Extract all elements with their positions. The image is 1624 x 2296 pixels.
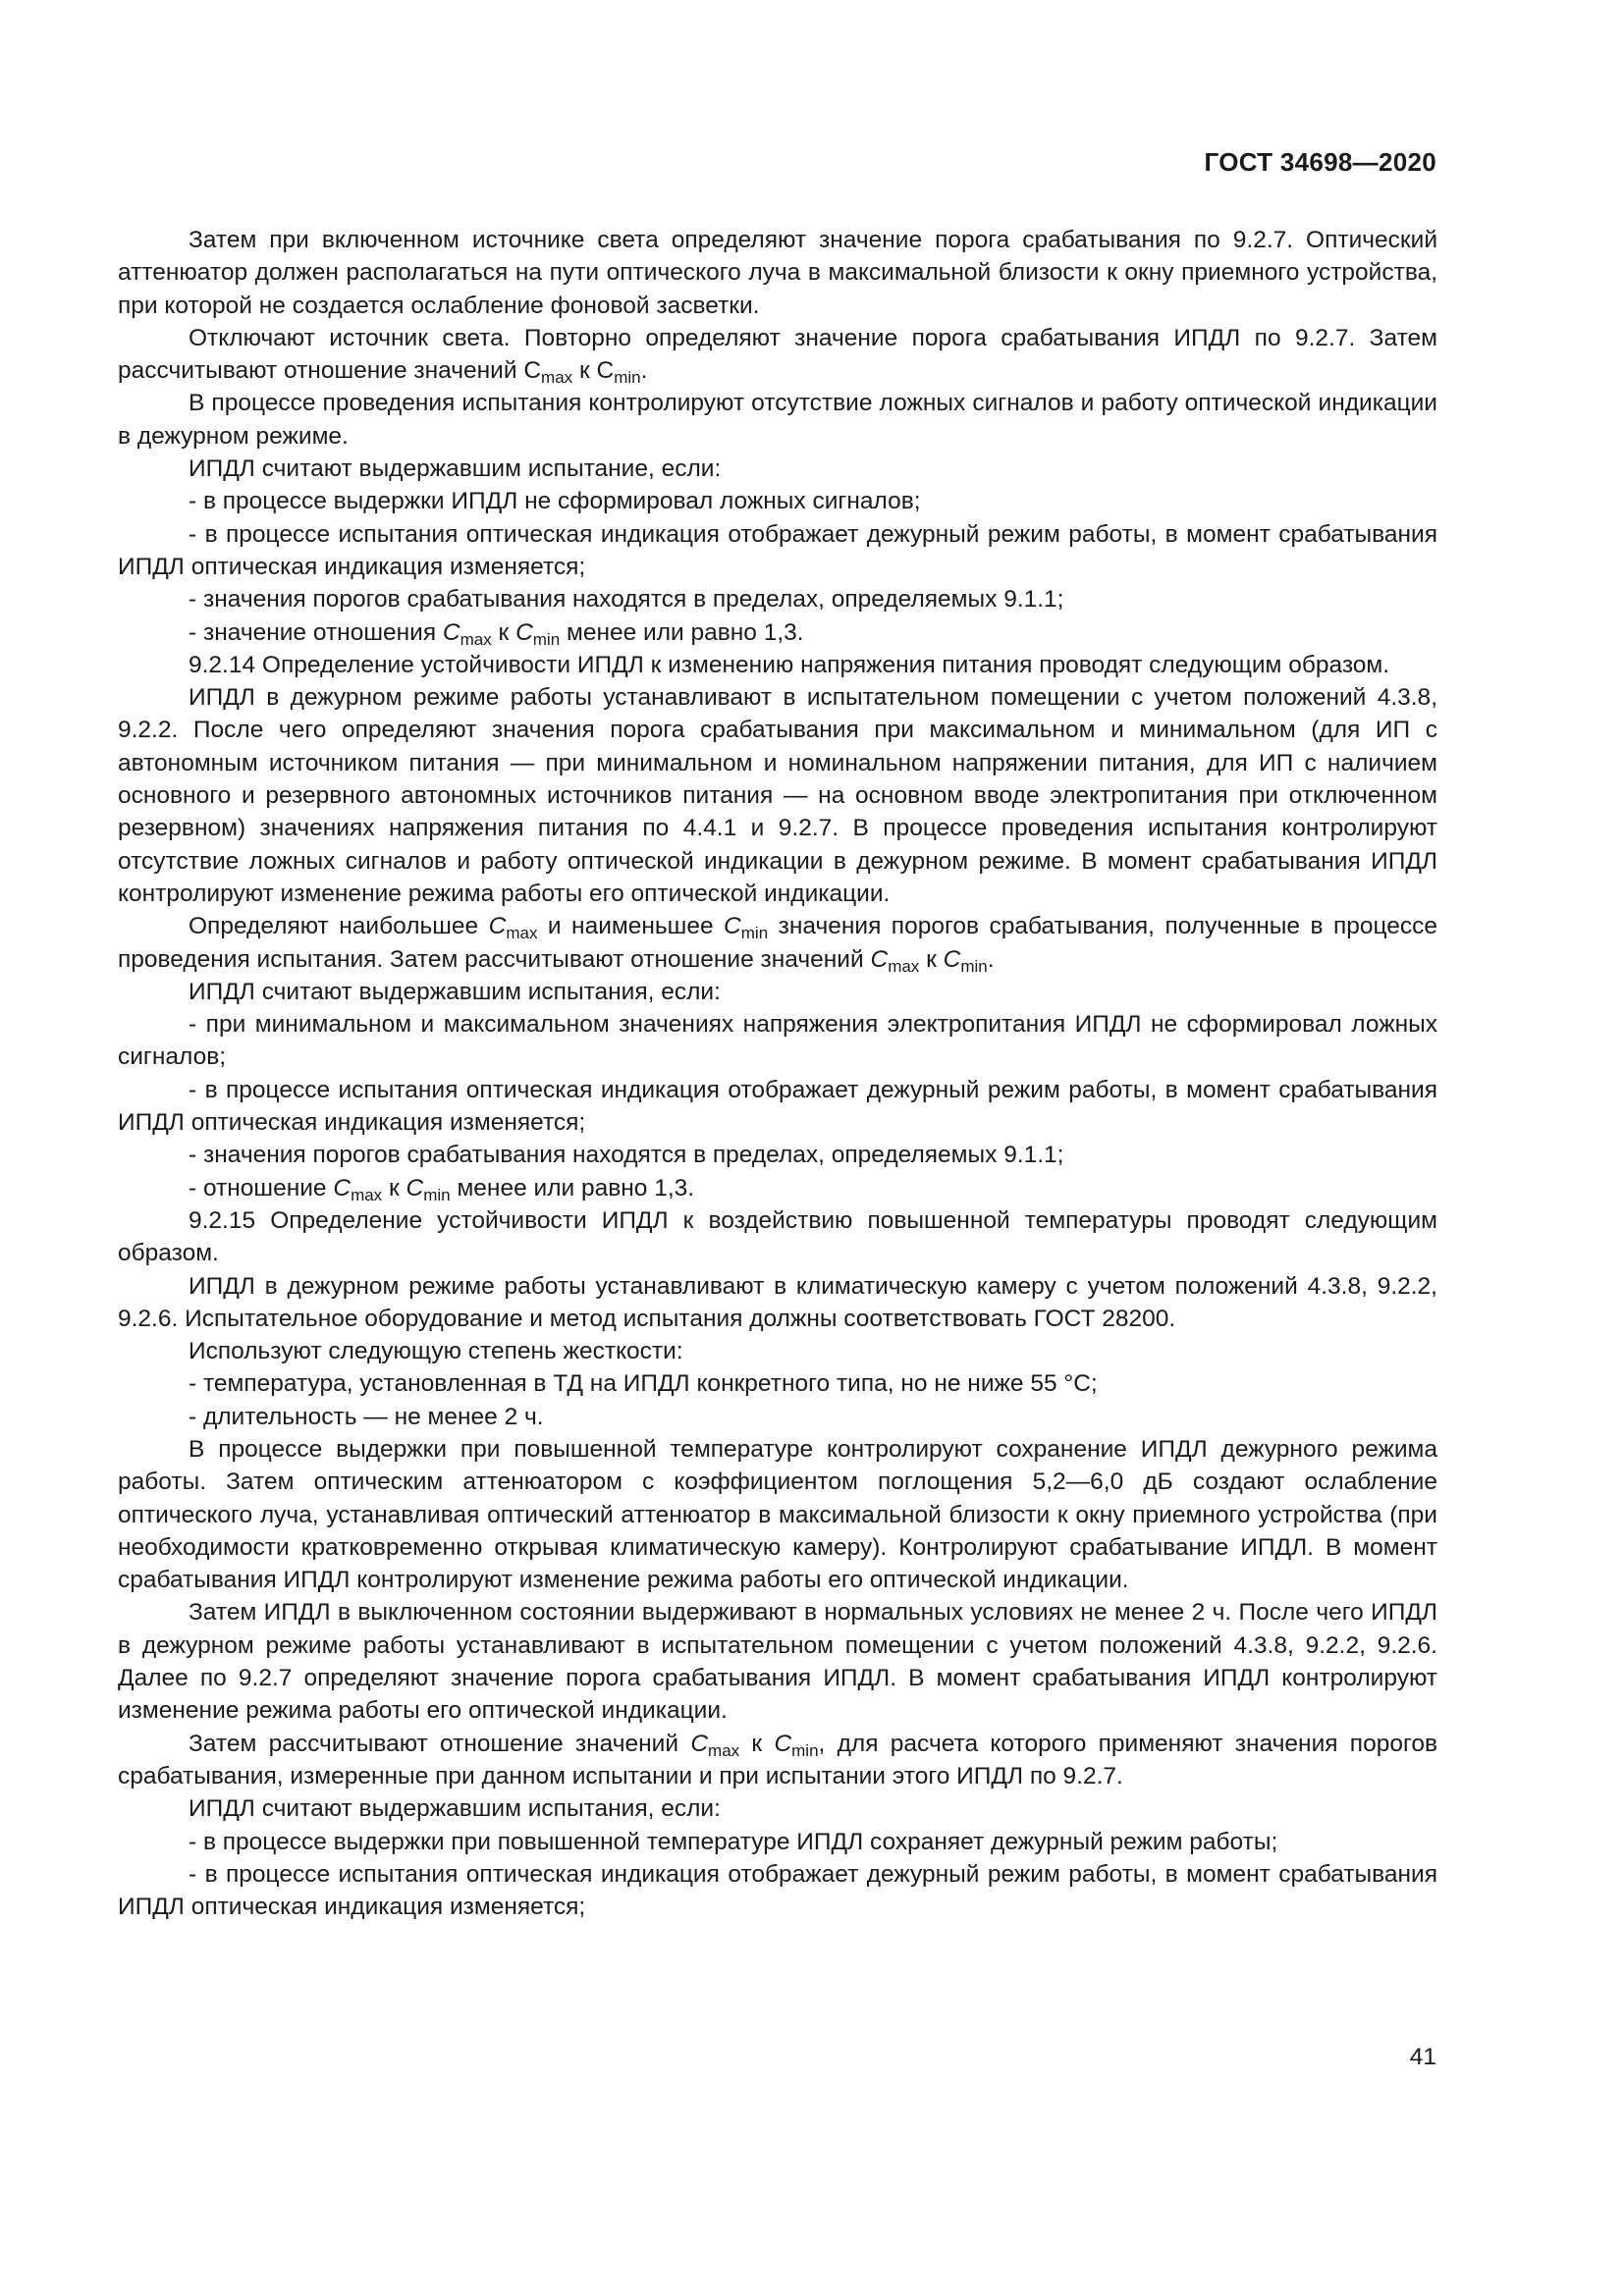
paragraph: В процессе выдержки при повышенной температуре контролируют сохранение ИПДЛ дежурного режима работы. Затем оптическим аттенюатором с коэффициентом поглощения 5,2—6,0 дБ создают ослабление оптического луча, устанавливая оптический аттенюатор в максимальной близости к окну приемного устройства (при необходимости кратковременно открывая климатическую камеру). Контролируют срабатывание ИПДЛ. В момент срабатывания ИПДЛ контролируют изменение режима работы его оптической индикации. xyxy=(118,1435,1437,1594)
page-number: 41 xyxy=(1409,2044,1436,2070)
paragraph: В процессе проведения испытания контролируют отсутствие ложных сигналов и работу оптической индикации в дежурном режиме. xyxy=(118,390,1437,450)
document-body xyxy=(118,224,1437,1923)
paragraph: ИПДЛ в дежурном режиме работы устанавливают в испытательном помещении с учетом положений 4.3.8, 9.2.2. После чего определяют значения порога срабатывания при максимальном и минимальном (для ИП с автономным источником питания — при минимальном и номинальном напряжении питания, для ИП с наличием основного и резервного автономных источников питания — на основном вводе электропитания при отключенном резервном) значениях напряжения питания по 4.4.1 и 9.2.7. В процессе проведения испытания контролируют отсутствие ложных сигналов и работу оптической индикации в дежурном режиме. В момент срабатывания ИПДЛ контролируют изменение режима работы его оптической индикации. xyxy=(118,684,1437,907)
list-item: - в процессе испытания оптическая индикация отображает дежурный режим работы, в момент срабатывания ИПДЛ оптическая индикация изменяется; xyxy=(118,1076,1437,1137)
paragraph: 9.2.15 Определение устойчивости ИПДЛ к воздействию повышенной температуры проводят следующим образом. xyxy=(118,1206,1437,1267)
list-item: - в процессе выдержки при повышенной температуре ИПДЛ сохраняет дежурный режим работы; xyxy=(189,1828,1278,1855)
list-item: - в процессе испытания оптическая индикация отображает дежурный режим работы, в момент срабатывания ИПДЛ оптическая индикация изменяется; xyxy=(118,520,1437,580)
paragraph: ИПДЛ в дежурном режиме работы устанавливают в климатическую камеру с учетом положений 4.3.8, 9.2.2, 9.2.6. Испытательное оборудование и метод испытания должны соответствовать ГОСТ 28200. xyxy=(118,1272,1437,1332)
list-item: - значения порогов срабатывания находятся в пределах, определяемых 9.1.1; xyxy=(189,1142,1064,1169)
paragraph: 9.2.14 Определение устойчивости ИПДЛ к изменению напряжения питания проводят следующим образом. xyxy=(189,651,1390,678)
list-item: - в процессе испытания оптическая индикация отображает дежурный режим работы, в момент срабатывания ИПДЛ оптическая индикация изменяется; xyxy=(118,1860,1437,1921)
paragraph: ИПДЛ считают выдержавшим испытания, если: xyxy=(189,1795,721,1823)
list-item: - при минимальном и максимальном значениях напряжения электропитания ИПДЛ не сформировал ложных сигналов; xyxy=(118,1011,1437,1071)
paragraph: Затем ИПДЛ в выключенном состоянии выдерживают в нормальных условиях не менее 2 ч. После чего ИПДЛ в дежурном режиме работы устанавливают в испытательном помещении с учетом положений 4.3.8, 9.2.2, 9.2.6. Далее по 9.2.7 определяют значение порога срабатывания ИПДЛ. В момент срабатывания ИПДЛ контролируют изменение режима работы его оптической индикации. xyxy=(118,1599,1437,1725)
list-item: - значения порогов срабатывания находятся в пределах, определяемых 9.1.1; xyxy=(189,586,1064,614)
paragraph: ИПДЛ считают выдержавшим испытание, если: xyxy=(189,455,722,483)
paragraph: Используют следующую степень жесткости: xyxy=(189,1338,683,1365)
paragraph: Затем при включенном источнике света определяют значение порога срабатывания по 9.2.7. Оптический аттенюатор должен располагаться на пути оптического луча в максимальной близости к окну приемного устройства, при которой не создается ослабление фоновой засветки. xyxy=(118,227,1437,319)
paragraph: Определяют наибольшее $C_{max}$ и наименьшее $C_{min}$ значения порогов срабатывания, полученные в процессе проведения испытания. Затем рассчитывают отношение значений $C_{max}$ к $C_{min}$. xyxy=(118,913,1438,976)
paragraph: Затем рассчитывают отношение значений $C_{max}$ к $C_{min}$, для расчета которого применяют значения порогов срабатывания, измеренные при данном испытании и при испытании этого ИПДЛ по 9.2.7. xyxy=(118,1730,1437,1789)
list-item: - температура, установленная в ТД на ИПДЛ конкретного типа, но не ниже 55 °С; xyxy=(189,1370,1098,1398)
list-item: - в процессе выдержки ИПДЛ не сформировал ложных сигналов; xyxy=(189,488,921,515)
list-item: - отношение $C_{max}$ к $C_{min}$ менее или равно 1,3. xyxy=(189,1174,695,1204)
standard-designation: ГОСТ 34698—2020 xyxy=(1204,147,1436,177)
paragraph: ИПДЛ считают выдержавшим испытания, если: xyxy=(189,978,721,1005)
list-item: - длительность — не менее 2 ч. xyxy=(189,1403,544,1430)
paragraph: Отключают источник света. Повторно определяют значение порога срабатывания ИПДЛ по 9.2.7. Затем рассчитывают отношение значений $C_{max}$ к $C_{min}$. xyxy=(118,324,1437,388)
list-item: - значение отношения $C_{max}$ к $C_{min}$ менее или равно 1,3. xyxy=(189,618,804,649)
